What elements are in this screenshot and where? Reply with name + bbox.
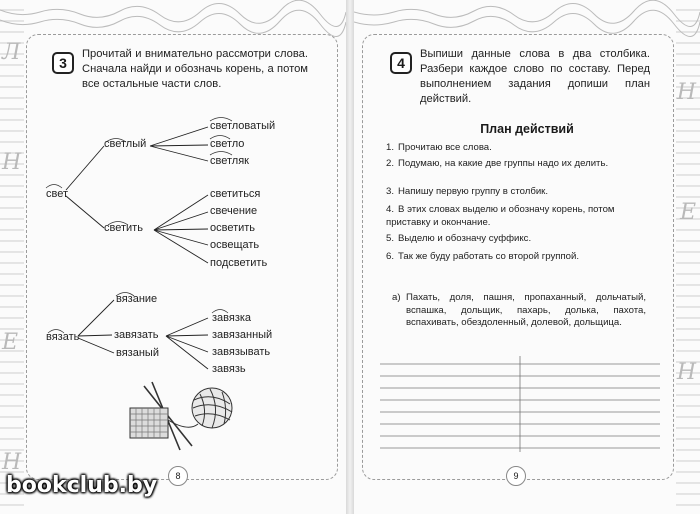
decor-letter: Н: [2, 450, 22, 475]
tree1-b-child: освещать: [210, 239, 260, 251]
tree2-sub-child: завязка: [212, 312, 252, 324]
tree1-a-child: светловатый: [210, 120, 276, 132]
tree2-sub-child: завязь: [212, 363, 246, 375]
book-gutter: [346, 0, 354, 514]
task-number-badge: 3: [52, 52, 74, 74]
tree1-b-child: осветить: [210, 222, 256, 234]
tree1-a-child: светло: [210, 138, 245, 150]
site-watermark: bookclub.by: [6, 473, 158, 498]
tree1-a-child: светляк: [210, 155, 249, 167]
tree1-b-child: свечение: [210, 205, 258, 217]
task-instruction: Выпиши данные слова в два столбика. Разбери каждое слово по составу. Перед выполнением задания допиши план действий.: [420, 48, 650, 105]
decor-letter: Н: [676, 80, 696, 105]
tree2-root: вязать: [46, 331, 80, 343]
plan-title: План действий: [480, 122, 574, 136]
words-label: а): [392, 292, 401, 303]
plan-item: 1. Прочитаю все слова.: [386, 142, 492, 153]
right-page: [354, 0, 700, 514]
decor-letter: Е: [679, 200, 696, 225]
decor-letter: Н: [2, 150, 22, 175]
tree2-child: вязание: [116, 293, 158, 305]
left-page: [0, 0, 346, 514]
tree2-child: завязать: [114, 329, 159, 341]
plan-item: 6. Так же буду работать со второй группой.: [386, 251, 580, 262]
tree1-b-child: подсветить: [210, 257, 268, 269]
tree1-root: свет: [46, 188, 69, 200]
tree2-sub-child: завязывать: [212, 346, 271, 358]
tree1-branch-b: светить: [104, 222, 143, 234]
tree1-branch-a: светлый: [104, 138, 147, 150]
knitting-illustration: [128, 380, 238, 454]
task-instruction: Прочитай и внимательно рассмотри слова. Сначала найди и обозначь корень, а потом все остальные части слов.: [82, 48, 308, 90]
writing-lines: [354, 0, 700, 514]
decor-letter: Е: [2, 330, 19, 355]
plan-item: 3. Напишу первую группу в столбик.: [386, 186, 549, 197]
tree1-b-child: светиться: [210, 188, 261, 200]
page-number: 9: [506, 466, 526, 486]
plan-item: 4. В этих словах выделю и обозначу корень, потом приставку и окончание.: [386, 204, 615, 228]
plan-item: 5. Выделю и обозначу суффикс.: [386, 233, 532, 244]
plan-item: 2. Подумаю, на какие две группы надо их делить.: [386, 158, 609, 169]
decor-letter: Л: [2, 40, 21, 65]
page-number: 8: [168, 466, 188, 486]
tree2-child: вязаный: [116, 347, 159, 359]
tree2-sub-child: завязанный: [212, 329, 273, 341]
task-number-badge: 4: [390, 52, 412, 74]
decor-letter: Н: [676, 360, 696, 385]
words-list: Пахать, доля, пашня, пропаханный, дольчатый, вспашка, дольщик, пахарь, долька, пахота, вспахивать, обездоленный, долевой, дольщица.: [406, 292, 646, 328]
